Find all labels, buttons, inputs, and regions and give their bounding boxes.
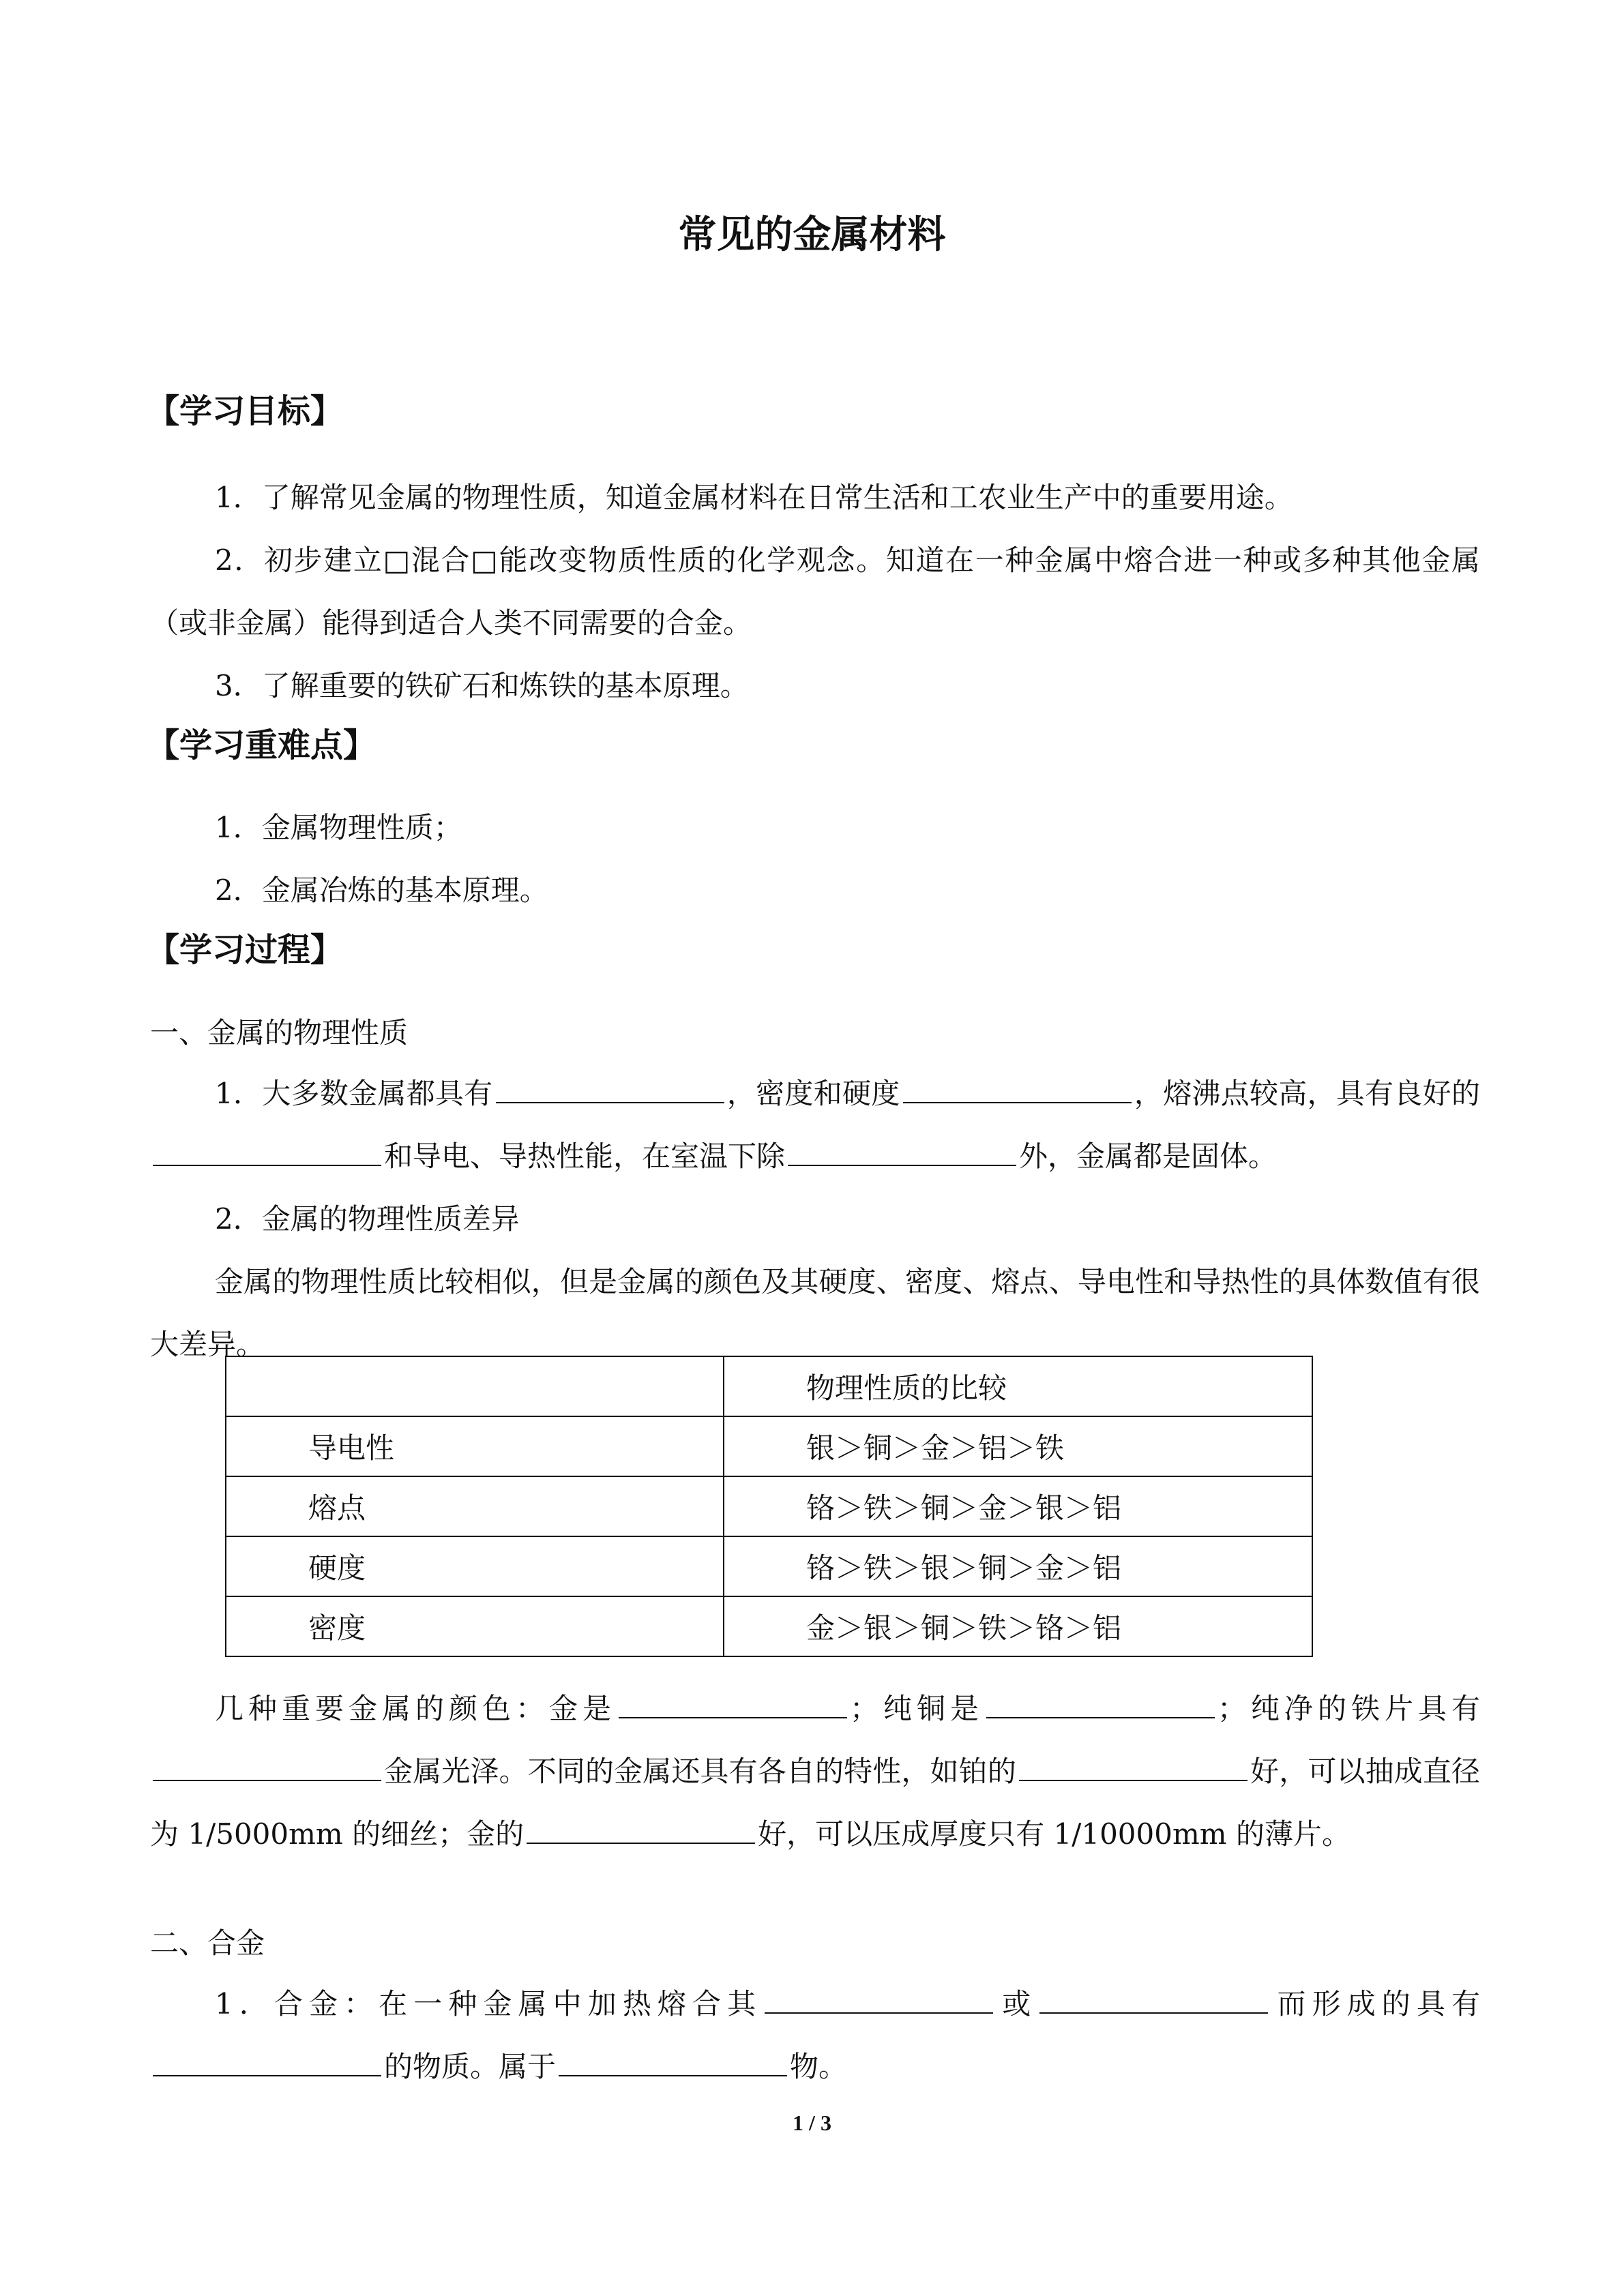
fill-blank[interactable] [1039,1986,1268,2014]
keypoint-item-2: 2．金属冶炼的基本原理。 [215,874,548,907]
text-segment: 或 [996,1987,1037,2021]
text-segment: 的物质。属于 [384,2050,557,2083]
paragraph-properties-fill [150,1062,1480,1188]
goal-item-1: 1．了解常见金属的物理性质，知道金属材料在日常生活和工农业生产中的重要用途。 [215,481,1293,514]
fill-blank[interactable] [153,1139,381,1166]
paragraph-metal-colors [150,1678,1480,1866]
text-segment: 外，金属都是固体。 [1019,1139,1278,1173]
text-segment: ，熔沸点较高，具有良好的 [1134,1077,1480,1110]
table-cell-ranking: 铬＞铁＞铜＞金＞银＞铝 [724,1476,1312,1536]
table-header-row [226,1356,1312,1416]
text-segment: ；纯铜是 [849,1692,984,1725]
text-segment: 金属光泽。不同的金属还具有各自的特性，如铂的 [384,1755,1016,1788]
heading-learning-process: 【学习过程】 [147,931,344,969]
fill-blank[interactable] [765,1986,993,2014]
fill-blank[interactable] [527,1817,755,1844]
table-row [226,1536,1312,1596]
table-cell-property: 导电性 [226,1416,724,1476]
table-row [226,1596,1312,1656]
text-segment: 1．合金：在一种金属中加热熔合其 [215,1987,763,2021]
table-row [226,1416,1312,1476]
table-cell-ranking: 金＞银＞铜＞铁＞铬＞铝 [724,1596,1312,1656]
goal-item-3: 3．了解重要的铁矿石和炼铁的基本原理。 [215,669,749,702]
text-segment: 好，可以压成厚度只有 1/10000mm 的薄片。 [758,1817,1350,1851]
subheading-property-differences: 2．金属的物理性质差异 [215,1202,520,1236]
text-segment: ；纯净的铁片具有 [1217,1692,1480,1725]
fill-blank[interactable] [788,1139,1016,1166]
table-cell-ranking: 银＞铜＞金＞铝＞铁 [724,1416,1312,1476]
fill-blank[interactable] [153,1754,381,1781]
properties-table [225,1356,1313,1657]
text-segment: 1．大多数金属都具有 [215,1077,493,1110]
page-title: 常见的金属材料 [678,213,946,257]
page-number: 1 / 3 [793,2111,831,2135]
table-row [226,1476,1312,1536]
section-physical-properties: 一、金属的物理性质 [150,1016,409,1049]
table-cell-property: 硬度 [226,1536,724,1596]
text-segment: 几种重要金属的颜色：金是 [215,1692,616,1725]
fill-blank[interactable] [153,2049,381,2076]
text-segment: 物。 [790,2050,848,2083]
fill-blank[interactable] [559,2049,787,2076]
table-header-cell: 物理性质的比较 [724,1356,1312,1416]
text-segment: 好，可以抽成直径为 1/5000mm 的细丝；金的 [150,1755,1480,1851]
fill-blank[interactable] [496,1076,724,1103]
table-cell-ranking: 铬＞铁＞银＞铜＞金＞铝 [724,1536,1312,1596]
table-cell-property: 密度 [226,1596,724,1656]
paragraph-alloy-definition [150,1973,1480,2098]
fill-blank[interactable] [619,1691,847,1718]
fill-blank[interactable] [986,1691,1215,1718]
text-segment: 而形成的具有 [1271,1987,1480,2021]
text-segment: ，密度和硬度 [726,1077,900,1110]
paragraph-property-differences: 金属的物理性质比较相似，但是金属的颜色及其硬度、密度、熔点、导电性和导热性的具体数值有很大差异。 [150,1265,1480,1361]
heading-learning-goals: 【学习目标】 [147,392,344,430]
fill-blank[interactable] [1019,1754,1247,1781]
text-segment: 和导电、导热性能，在室温下除 [384,1139,786,1173]
heading-key-difficulties: 【学习重难点】 [147,726,377,764]
keypoint-item-1: 1．金属物理性质； [215,811,462,844]
table-cell-property: 熔点 [226,1476,724,1536]
fill-blank[interactable] [903,1076,1132,1103]
table-header-cell [226,1356,724,1416]
goal-item-2: 2．初步建立□混合□能改变物质性质的化学观念。知道在一种金属中熔合进一种或多种其他金属（或非金属）能得到适合人类不同需要的合金。 [150,543,1480,640]
section-alloys: 二、合金 [150,1926,265,1960]
